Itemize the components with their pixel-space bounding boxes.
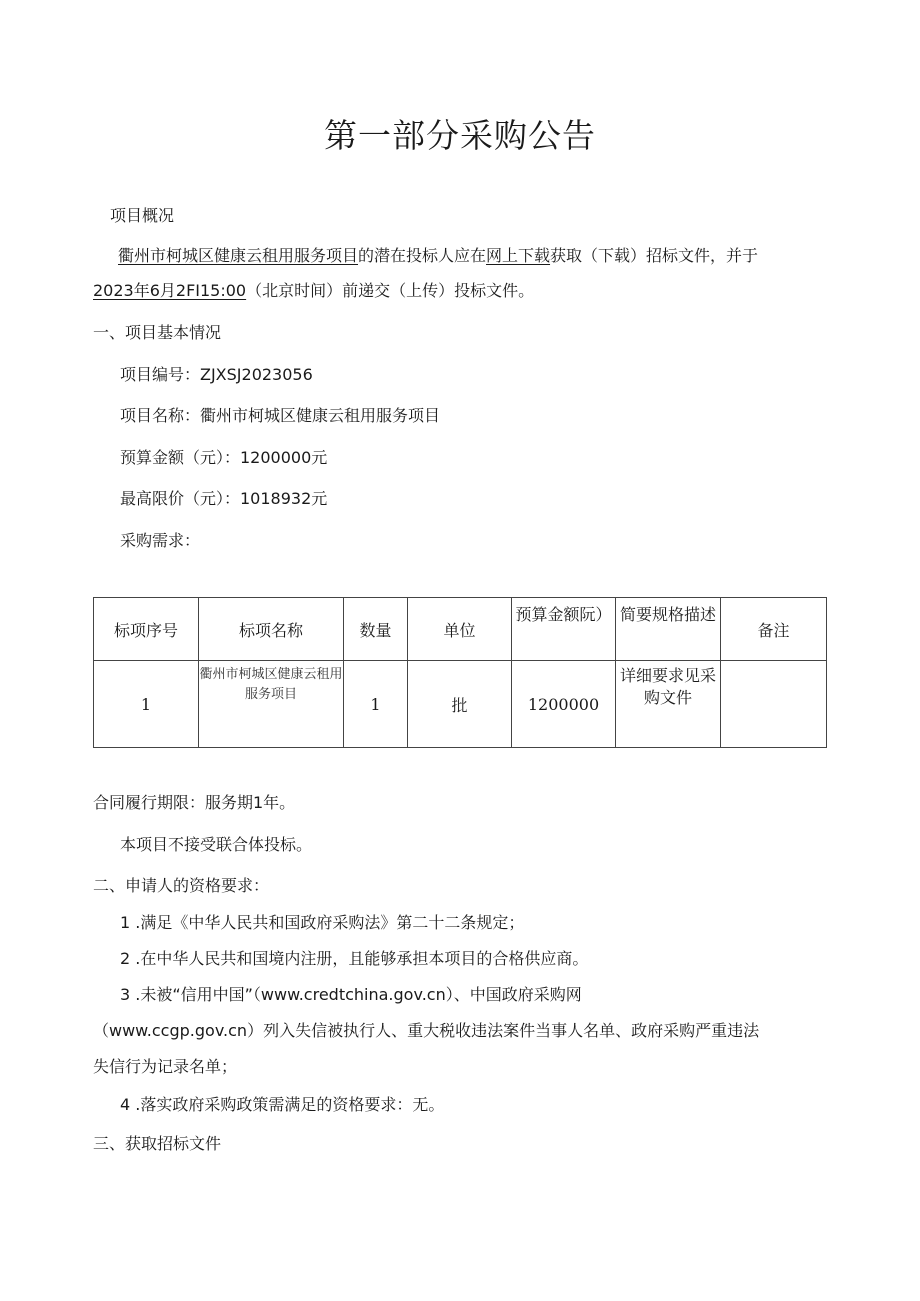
budget-amount: 预算金额（元）：1200000元 [120,448,328,467]
qualification-item: 1 .满足《中华人民共和国政府采购法》第二十二条规定； [120,913,525,932]
no-consortium-note: 本项目不接受联合体投标。 [120,835,313,854]
section3-heading: 三、获取招标文件 [93,1134,222,1153]
row-budget: 1200000 [512,661,616,748]
qualification-item: 4 .落实政府采购政策需满足的资格要求：无。 [120,1095,445,1114]
table-row [94,661,827,748]
overview-paragraph-line2 [93,278,534,301]
page-title: 第一部分采购公告 [324,116,596,155]
row-unit: 批 [408,661,512,748]
qualification-item: 3 .未被“信用中国”（www.credtchina.gov.cn）、中国政府采购网 [120,985,582,1004]
table-header-cell: 标项名称 [199,598,344,661]
table-header-cell: 简要规格描述 [616,598,721,661]
table-header-cell: 备注 [721,598,827,661]
overview-paragraph-line1 [118,243,758,266]
qualification-item-continued: （www.ccgp.gov.cn）列入失信被执行人、重大税收违法案件当事人名单、政府采购严重违法 [93,1021,760,1040]
row-number: 1 [94,661,199,748]
table-header-cell: 数量 [344,598,408,661]
requirements-label: 采购需求： [120,531,201,550]
qualification-item: 2 .在中华人民共和国境内注册，且能够承担本项目的合格供应商。 [120,949,589,968]
qualification-item-continued: 失信行为记录名单； [93,1057,238,1076]
deadline-text: 2023年6月2FI15:00 [93,281,247,300]
row-quantity: 1 [344,661,408,748]
table-header-row [94,598,827,661]
overview-text: （北京时间）前递交（上传）投标文件。 [246,281,535,300]
row-item-name: 衢州市柯城区健康云租用服务项目 [199,661,344,748]
section1-heading: 一、项目基本情况 [93,323,222,342]
table-header-cell: 单位 [408,598,512,661]
project-name-link[interactable]: 衢州市柯城区健康云租用服务项目 [118,246,359,265]
row-remark [721,661,827,748]
project-number: 项目编号：ZJXSJ2023056 [120,365,313,384]
overview-text: 获取（下载）招标文件，并于 [550,246,759,265]
table-header-cell: 标项序号 [94,598,199,661]
overview-heading: 项目概况 [110,206,175,225]
download-link[interactable]: 网上下载 [486,246,551,265]
overview-text: 的潜在投标人应在 [358,246,487,265]
procurement-table [93,597,827,748]
max-price: 最高限价（元）：1018932元 [120,489,328,508]
project-name: 项目名称：衢州市柯城区健康云租用服务项目 [120,406,441,425]
section2-heading: 二、申请人的资格要求： [93,876,270,895]
table-header-cell: 预算金额阮） [512,598,616,661]
contract-period: 合同履行期限：服务期1年。 [93,793,296,812]
row-spec: 详细要求见采购文件 [616,661,721,748]
